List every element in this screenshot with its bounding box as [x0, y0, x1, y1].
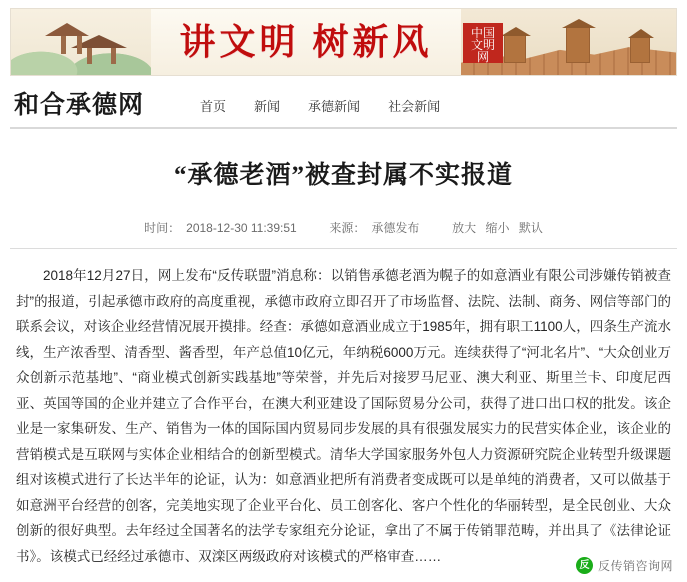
watchtower-icon — [504, 35, 526, 63]
watchtower-icon — [566, 27, 590, 63]
nav-item-chengde-news[interactable]: 承德新闻 — [308, 98, 361, 114]
nav-item-news[interactable]: 新闻 — [254, 98, 281, 114]
site-logo[interactable]: 和合承德网 — [14, 92, 145, 119]
meta-time-value: 2018-12-30 11:39:51 — [186, 221, 297, 235]
pavilion-illustration — [11, 9, 151, 75]
article — [10, 129, 677, 569]
pavilion-pillar-icon — [77, 36, 82, 54]
meta-source-label: 来源： — [329, 221, 366, 235]
meta-source-value: 承德发布 — [371, 221, 420, 235]
watermark-badge-icon: 反 — [576, 557, 593, 574]
font-size-large-button[interactable]: 放大 — [452, 221, 477, 235]
watermark — [572, 555, 677, 576]
nav-items — [186, 96, 454, 115]
pavilion-pillar-icon — [61, 36, 66, 54]
meta-time-label: 时间： — [144, 221, 181, 235]
watchtower-roof-icon — [501, 27, 531, 36]
watchtower-roof-icon — [628, 29, 654, 38]
banner-seal-icon: 中国文明网 — [463, 23, 503, 63]
meta-divider — [10, 248, 677, 249]
font-size-small-button[interactable]: 缩小 — [485, 221, 510, 235]
watermark-text: 反传销咨询网 — [597, 559, 673, 573]
nav-item-home[interactable]: 首页 — [200, 98, 227, 114]
watchtower-roof-icon — [562, 19, 596, 28]
public-service-banner — [10, 8, 677, 76]
font-size-default-button[interactable]: 默认 — [518, 221, 543, 235]
pavilion-pillar-icon — [87, 48, 92, 64]
article-paragraph: 2018年12月27日，网上发布“反传联盟”消息称：以销售承德老酒为幌子的如意酒业有限公司涉嫌传销被查封”的报道，引起承德市政府的高度重视，承德市政府立即召开了市场监督、法院、法制、商务、网信等部门的联系会议，对该企业经营情况展开摸排。经查：承德如意酒业成立于1985年，拥有职工1100人，四条生产流水线，生产浓香型、清香型、酱香型，年产总值10亿元，年纳税6000万元。连续获得了“河北名片”、“大众创业万众创新示范基地”、“商业模式创新实践基地”等荣誉，并先后对接罗马尼亚、澳大利亚、斯里兰卡、印度尼西亚、英国等国的企业并建立了合作平台，在澳大利亚建设了国际贸易分公司，获得了进口出口权的批发。该企业是一家集研发、生产、销售为一体的国际国内贸易同步发展的具有很强发展实力的民营实体企业，该企业的营销模式是互联网与实体企业相结合的创新型模式。清华大学国家服务外包人力资源研究院企业转型升级课题组对该模式进行了长达半年的论证，认为：如意酒业把所有消费者变成既可以是单纯的消费者，又可以做基于如意洲平台经营的创客，完美地实现了企业平台化、员工创客化、客户个性化的华丽转型，是全民创业、大众创新的很好典型。去年经过全国著名的法学专家组充分论证，拿出了不属于传销罪范畴，并出具了《法律论证书》。该模式已经经过承德市、双滦区两级政府对该模式的严格审查…… — [16, 268, 671, 564]
page-root — [0, 8, 687, 582]
pavilion-pillar-icon — [111, 48, 116, 64]
watchtower-icon — [630, 37, 650, 63]
site-navbar — [10, 83, 677, 129]
article-title: “承德老酒”被查封属不实报道 — [173, 162, 513, 189]
nav-item-society-news[interactable]: 社会新闻 — [388, 98, 441, 114]
article-body — [10, 263, 677, 569]
article-meta — [10, 219, 677, 248]
banner-slogan: 讲文明 树新风 — [179, 22, 433, 62]
